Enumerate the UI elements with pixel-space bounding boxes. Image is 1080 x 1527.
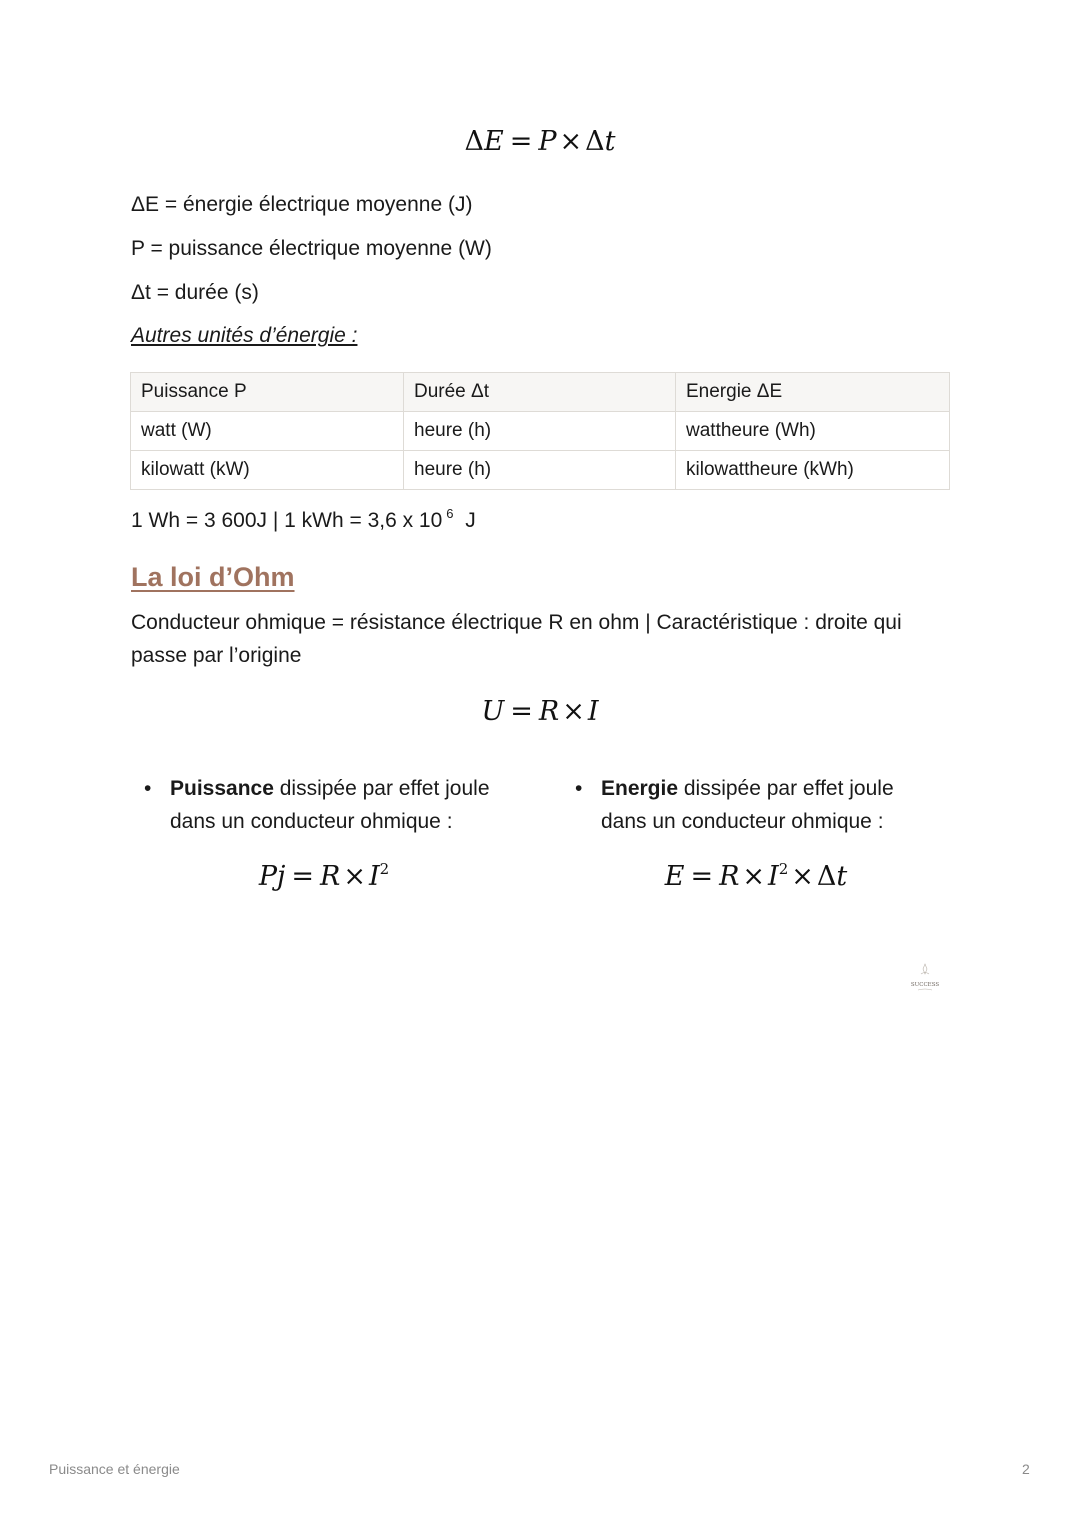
table-cell: watt (W) — [131, 412, 404, 451]
page-number: 2 — [1022, 1461, 1030, 1477]
table-row — [131, 412, 950, 451]
units-table — [130, 372, 950, 490]
table-header-cell: Energie ΔE — [676, 373, 950, 412]
table-header-cell: Puissance P — [131, 373, 404, 412]
table-header-cell: Durée Δt — [404, 373, 676, 412]
bullet-dot: • — [575, 777, 583, 800]
formula-joule-energy: $E = R \times I^2 \times \Delta t$ — [664, 860, 848, 892]
definition-duration: Δt = durée (s) — [131, 281, 259, 304]
table-row — [131, 451, 950, 490]
success-logo — [904, 962, 946, 996]
table-cell: kilowattheure (kWh) — [676, 451, 950, 490]
table-cell: heure (h) — [404, 412, 676, 451]
formula-joule-power: $Pj = R \times I^2$ — [258, 860, 390, 892]
other-units-label: Autres unités d’énergie : — [131, 324, 358, 347]
bullet-energy: • Energie dissipée par effet joule dans un conducteur ohmique : — [601, 772, 941, 838]
table-header-row — [131, 373, 950, 412]
table-cell: heure (h) — [404, 451, 676, 490]
footer-title: Puissance et énergie — [49, 1461, 180, 1477]
formula-energy: ΔE = P × Δt — [464, 126, 616, 157]
ohm-paragraph: Conducteur ohmique = résistance électrique R en ohm | Caractéristique : droite qui passe par l’origine — [131, 611, 902, 667]
definition-power: P = puissance électrique moyenne (W) — [131, 237, 492, 260]
table-cell: kilowatt (kW) — [131, 451, 404, 490]
conversion-exponent: 6 — [446, 506, 454, 521]
table-cell: wattheure (Wh) — [676, 412, 950, 451]
bullet-dot: • — [144, 777, 152, 800]
bullet-power: • Puissance dissipée par effet joule dans un conducteur ohmique : — [170, 772, 530, 838]
section-title: La loi d’Ohm — [131, 562, 295, 592]
definition-energy: ΔE = énergie électrique moyenne (J) — [131, 193, 473, 216]
formula-ohm: U = R × I — [481, 696, 599, 727]
conversion-line: 1 Wh = 3 600J | 1 kWh = 3,6 x 10 $^6$ J — [131, 506, 476, 532]
svg-text:SUCCESS: SUCCESS — [910, 982, 940, 988]
